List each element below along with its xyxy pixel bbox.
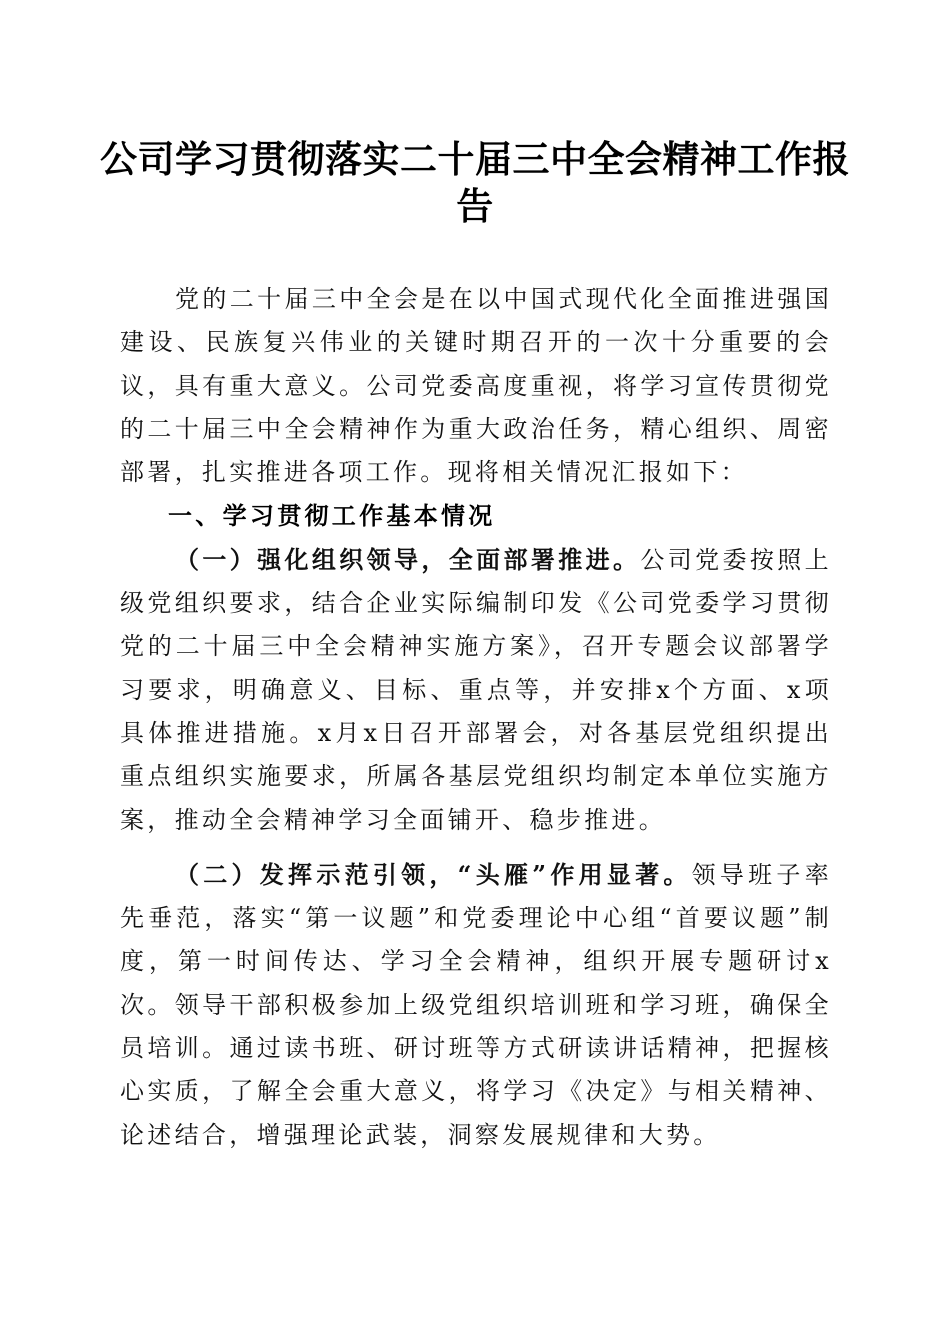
section-heading: 一、学习贯彻工作基本情况 <box>168 501 496 531</box>
paragraph-gap <box>120 842 832 853</box>
section-item-2 <box>120 853 832 1157</box>
section-item-2-text: 领导班子率先垂范，落实“第一议题”和党委理论中心组“首要议题”制度，第一时间传达、学习全会精神，组织开展专题研讨x次。领导干部积极参加上级党组织培训班和学习班，确保全员培训。通过读书班、研讨班等方式研读讲话精神，把握核心实质，了解全会重大意义，将学习《决定》与相关精神、论述结合，增强理论武装，洞察发展规律和大势。 <box>120 860 832 1149</box>
section-item-1-lead: （一）强化组织领导，全面部署推进。 <box>175 544 641 574</box>
section-item-1-text: 公司党委按照上级党组织要求，结合企业实际编制印发《公司党委学习贯彻党的二十届三中全会精神实施方案》，召开专题会议部署学习要求，明确意义、目标、重点等，并安排x个方面、x项具体推进措施。x月x日召开部署会，对各基层党组织提出重点组织实施要求，所属各基层党组织均制定本单位实施方案，推动全会精神学习全面铺开、稳步推进。 <box>120 545 832 834</box>
section-item-1 <box>120 538 832 842</box>
section-item-2-lead: （二）发挥示范引领，“头雁”作用显著。 <box>175 859 692 889</box>
document-body <box>120 278 832 1157</box>
intro-paragraph: 党的二十届三中全会是在以中国式现代化全面推进强国建设、民族复兴伟业的关键时期召开的一次十分重要的会议，具有重大意义。公司党委高度重视，将学习宣传贯彻党的二十届三中全会精神作为重大政治任务，精心组织、周密部署，扎实推进各项工作。现将相关情况汇报如下： <box>120 285 832 487</box>
document-title: 公司学习贯彻落实二十届三中全会精神工作报告 <box>100 137 850 228</box>
